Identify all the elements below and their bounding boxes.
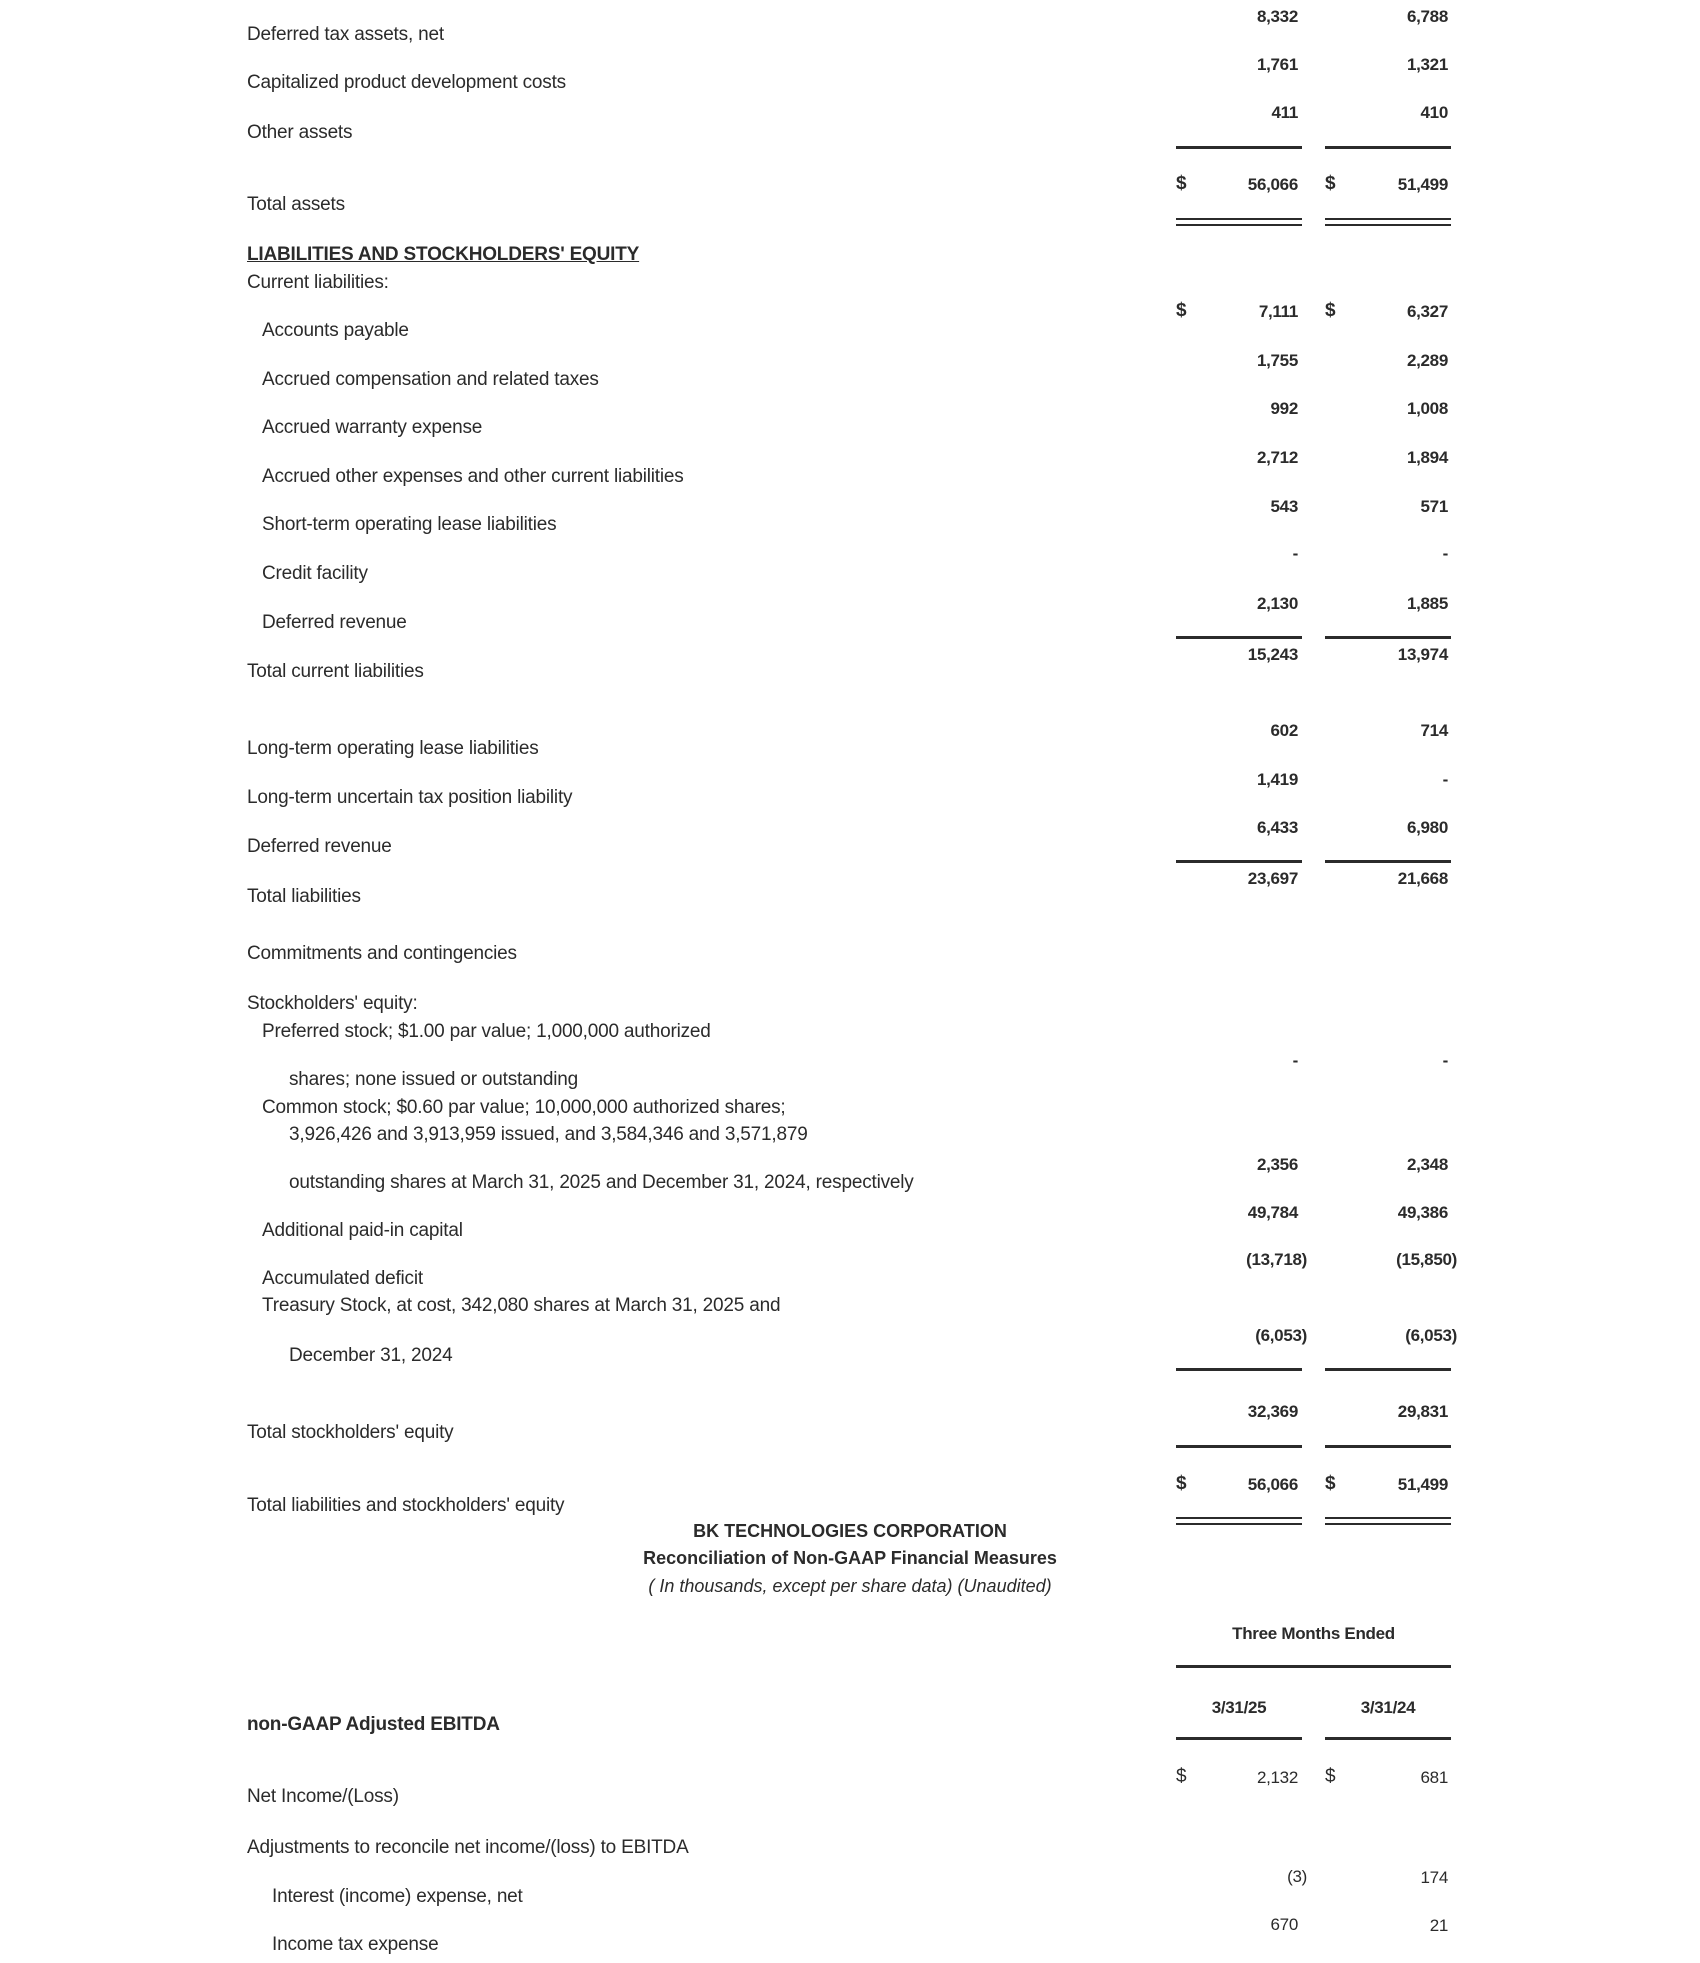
value-2024: 410 (1420, 103, 1448, 122)
value-2024: 714 (1420, 721, 1448, 740)
row-label: Income tax expense (272, 1934, 439, 1955)
value-2025: 602 (1270, 721, 1298, 740)
value-2024: 1,885 (1406, 594, 1448, 613)
row-label: Interest (income) expense, net (272, 1886, 523, 1907)
section-header: LIABILITIES AND STOCKHOLDERS' EQUITY (247, 244, 640, 265)
value-2025: 23,697 (1247, 869, 1298, 888)
value-2024: 174 (1420, 1868, 1448, 1887)
value-2025: 6,433 (1256, 818, 1298, 837)
row-label: Other assets (247, 122, 353, 143)
row-label: Accounts payable (262, 320, 409, 341)
value-2025: 2,132 (1256, 1768, 1298, 1787)
value-2024: - (1442, 770, 1448, 789)
row-label: Net Income/(Loss) (247, 1786, 399, 1807)
header-rule (1176, 1665, 1451, 1668)
currency-symbol: $ (1325, 300, 1336, 321)
value-2024: 13,974 (1397, 645, 1448, 664)
currency-symbol: $ (1325, 173, 1336, 194)
value-2024: 1,008 (1406, 399, 1448, 418)
reconciliation-subtitle: ( In thousands, except per share data) (Unaudited) (648, 1576, 1052, 1596)
row-label: Long-term uncertain tax position liability (247, 787, 573, 808)
row-label: Total liabilities and stockholders' equity (247, 1495, 565, 1516)
reconciliation-title: Reconciliation of Non-GAAP Financial Measures (643, 1548, 1057, 1568)
row-label: Deferred revenue (247, 836, 392, 857)
section-label: non-GAAP Adjusted EBITDA (247, 1714, 500, 1735)
value-2024: - (1442, 1051, 1448, 1070)
value-2024: 51,499 (1397, 1475, 1448, 1494)
value-2024: 1,894 (1406, 448, 1448, 467)
value-2025: 2,712 (1256, 448, 1298, 467)
row-label-continued: 3,926,426 and 3,913,959 issued, and 3,584,346 and 3,571,879 (289, 1124, 808, 1145)
row-label: Preferred stock; $1.00 par value; 1,000,000 authorized (262, 1021, 711, 1042)
subsection-label: Current liabilities: (247, 272, 389, 293)
row-label-continued: December 31, 2024 (289, 1345, 453, 1366)
value-2025: 32,369 (1247, 1402, 1298, 1421)
row-label: Total assets (247, 194, 345, 215)
value-2024: 571 (1420, 497, 1448, 516)
row-label: Total stockholders' equity (247, 1422, 454, 1443)
value-2024: 6,327 (1406, 302, 1448, 321)
value-2025: 8,332 (1256, 7, 1298, 26)
value-2024: 681 (1420, 1768, 1448, 1787)
value-2025: 1,761 (1256, 55, 1298, 74)
row-label: Deferred tax assets, net (247, 24, 444, 45)
value-2024: 1,321 (1406, 55, 1448, 74)
subtotal-rule (1325, 146, 1451, 149)
header-rule (1176, 1737, 1302, 1740)
value-2024: - (1442, 544, 1448, 563)
row-label: Total liabilities (247, 886, 361, 907)
subtotal-rule (1325, 1445, 1451, 1448)
value-2024: 21 (1429, 1916, 1448, 1935)
value-2024: 21,668 (1397, 869, 1448, 888)
value-2025: 15,243 (1247, 645, 1298, 664)
row-label: Deferred revenue (262, 612, 407, 633)
value-2024: 29,831 (1397, 1402, 1448, 1421)
value-2025: 56,066 (1247, 175, 1298, 194)
company-name: BK TECHNOLOGIES CORPORATION (693, 1521, 1007, 1541)
row-label-continued: shares; none issued or outstanding (289, 1069, 578, 1090)
value-2024: 2,289 (1406, 351, 1448, 370)
currency-symbol: $ (1176, 1473, 1187, 1494)
value-2025: 1,755 (1256, 351, 1298, 370)
row-label: Total current liabilities (247, 661, 424, 682)
subtotal-rule (1176, 1368, 1302, 1371)
period-header: Three Months Ended (1232, 1624, 1395, 1643)
value-2024: (6,053) (1405, 1326, 1457, 1345)
adjustments-label: Adjustments to reconcile net income/(loss) to EBITDA (247, 1837, 689, 1858)
row-label: Credit facility (262, 563, 368, 584)
currency-symbol: $ (1176, 300, 1187, 321)
value-2024: (15,850) (1396, 1250, 1457, 1269)
value-2025: (6,053) (1255, 1326, 1307, 1345)
currency-symbol: $ (1176, 1766, 1187, 1787)
value-2025: 992 (1270, 399, 1298, 418)
row-label: Capitalized product development costs (247, 72, 566, 93)
row-label: Accrued warranty expense (262, 417, 483, 438)
value-2025: 543 (1270, 497, 1298, 516)
value-2024: 6,980 (1406, 818, 1448, 837)
row-label: Accrued other expenses and other current liabilities (262, 466, 684, 487)
value-2024: 2,348 (1406, 1155, 1448, 1174)
row-label: Long-term operating lease liabilities (247, 738, 539, 759)
currency-symbol: $ (1176, 173, 1187, 194)
row-label: Additional paid-in capital (262, 1220, 463, 1241)
row-label-continued: outstanding shares at March 31, 2025 and December 31, 2024, respectively (289, 1172, 914, 1193)
total-double-rule (1325, 218, 1451, 226)
equity-label: Stockholders' equity: (247, 993, 418, 1014)
value-2025: 1,419 (1256, 770, 1298, 789)
value-2025: 411 (1271, 103, 1298, 122)
value-2025: - (1292, 1051, 1298, 1070)
column-header-2025: 3/31/25 (1211, 1698, 1267, 1717)
value-2025: 670 (1270, 1915, 1298, 1934)
row-label: Accumulated deficit (262, 1268, 423, 1289)
subtotal-rule (1325, 636, 1451, 639)
value-2025: 49,784 (1247, 1203, 1298, 1222)
value-2025: 7,111 (1258, 302, 1298, 321)
subtotal-rule (1176, 636, 1302, 639)
subtotal-rule (1325, 1368, 1451, 1371)
subtotal-rule (1176, 1445, 1302, 1448)
currency-symbol: $ (1325, 1766, 1336, 1787)
value-2025: 2,356 (1256, 1155, 1298, 1174)
value-2025: (3) (1287, 1867, 1307, 1886)
currency-symbol: $ (1325, 1473, 1336, 1494)
row-label: Treasury Stock, at cost, 342,080 shares at March 31, 2025 and (262, 1295, 781, 1316)
row-label: Accrued compensation and related taxes (262, 369, 599, 390)
column-header-2024: 3/31/24 (1360, 1698, 1416, 1717)
subtotal-rule (1176, 146, 1302, 149)
commitments-label: Commitments and contingencies (247, 943, 517, 964)
value-2025: (13,718) (1246, 1250, 1307, 1269)
row-label: Common stock; $0.60 par value; 10,000,000 authorized shares; (262, 1097, 786, 1118)
value-2025: 56,066 (1247, 1475, 1298, 1494)
row-label: Short-term operating lease liabilities (262, 514, 557, 535)
value-2024: 49,386 (1397, 1203, 1448, 1222)
header-rule (1325, 1737, 1451, 1740)
value-2024: 51,499 (1397, 175, 1448, 194)
subtotal-rule (1176, 860, 1302, 863)
value-2025: 2,130 (1256, 594, 1298, 613)
value-2024: 6,788 (1406, 7, 1448, 26)
total-double-rule (1176, 218, 1302, 226)
subtotal-rule (1325, 860, 1451, 863)
value-2025: - (1292, 544, 1298, 563)
